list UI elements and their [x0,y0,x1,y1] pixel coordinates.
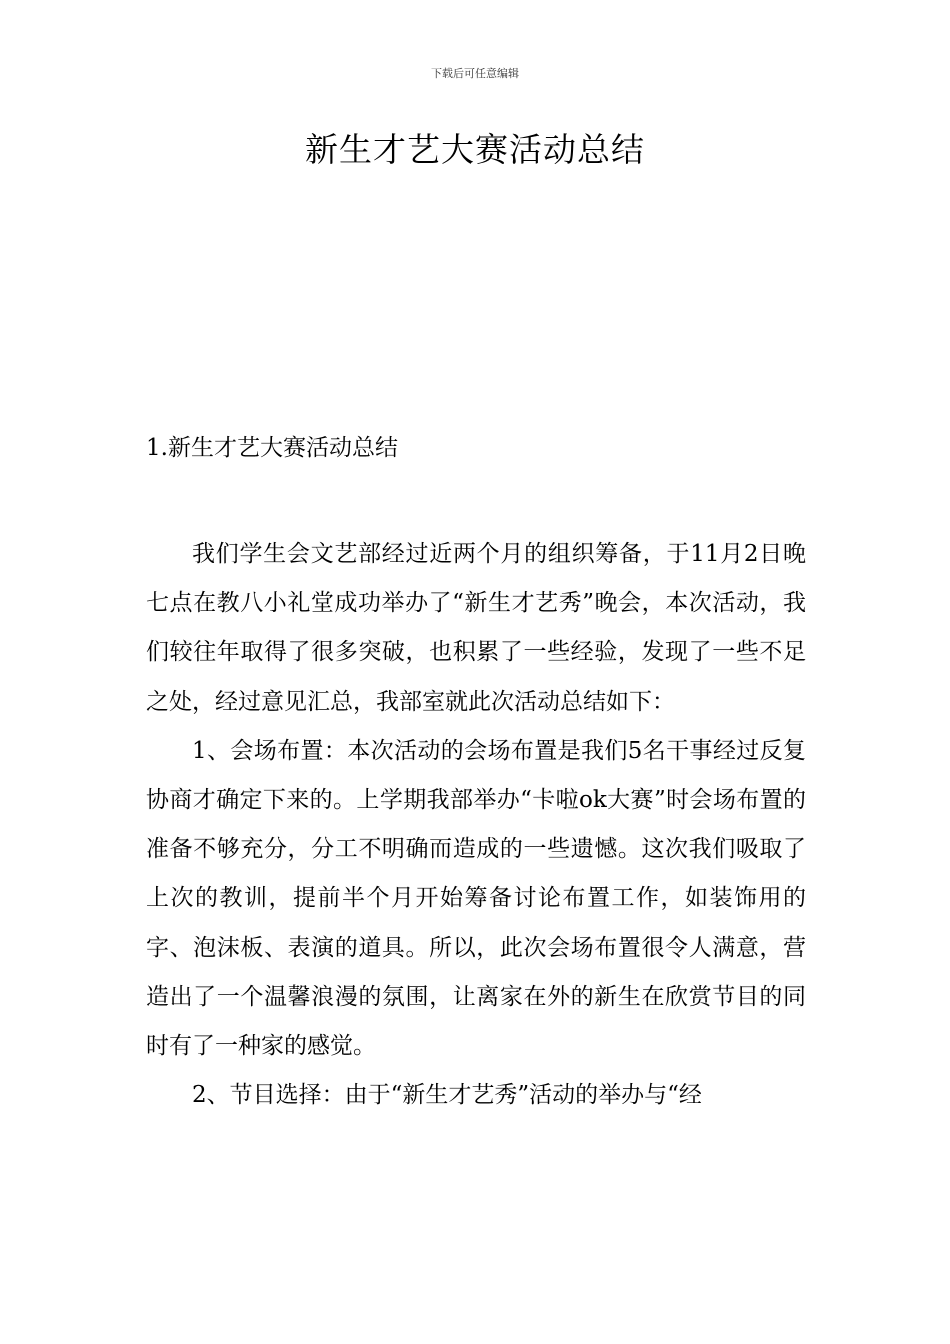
paragraph-venue-layout: 1、会场布置：本次活动的会场布置是我们5名干事经过反复协商才确定下来的。上学期我部举办“卡啦ok大赛”时会场布置的准备不够充分，分工不明确而造成的一些遗憾。这次我们吸取了上次的教训，提前半个月开始筹备讨论布置工作，如装饰用的字、泡沫板、表演的道具。所以，此次会场布置很令人满意，营造出了一个温馨浪漫的氛围，让离家在外的新生在欣赏节目的同时有了一种家的感觉。 [146,737,806,1060]
paragraph-intro: 我们学生会文艺部经过近两个月的组织筹备，于11月2日晚七点在教八小礼堂成功举办了“新生才艺秀”晚会，本次活动，我们较往年取得了很多突破，也积累了一些经验，发现了一些不足之处，经过意见汇总，我部室就此次活动总结如下： [146,541,806,715]
document-title: 新生才艺大赛活动总结 [305,130,645,169]
document-body [146,530,806,1120]
header-note: 下载后可任意编辑 [431,67,519,80]
paragraph-program-selection: 2、节目选择：由于“新生才艺秀”活动的举办与“经 [192,1082,702,1109]
section-heading: 1.新生才艺大赛活动总结 [146,435,398,461]
